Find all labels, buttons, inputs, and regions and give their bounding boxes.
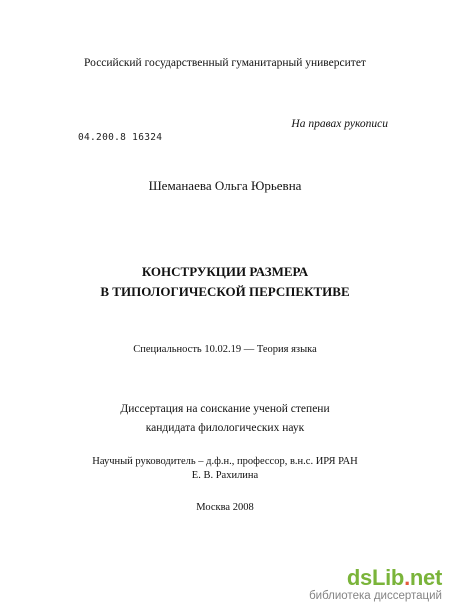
dslib-subtitle: библиотека диссертаций: [309, 590, 442, 602]
manuscript-note: На правах рукописи: [291, 118, 388, 130]
city-year: Москва 2008: [196, 502, 254, 513]
degree-line-1: Диссертация на соискание ученой степени: [120, 403, 330, 415]
library-stamp-number: 04.200.8 16324: [78, 132, 163, 143]
dissertation-title-line-2: В ТИПОЛОГИЧЕСКОЙ ПЕРСПЕКТИВЕ: [100, 284, 350, 299]
dslib-watermark[interactable]: [309, 567, 442, 603]
logo-right-text: net: [409, 565, 442, 590]
supervisor-name: Е. В. Рахилина: [191, 470, 259, 481]
supervisor-line: Научный руководитель – д.ф.н., профессор, в.н.с. ИРЯ РАН: [92, 456, 358, 467]
specialty: Специальность 10.02.19 — Теория языка: [133, 344, 317, 355]
dslib-logo: [309, 567, 442, 589]
logo-left-text: dsLib: [346, 565, 405, 590]
university-name: Российский государственный гуманитарный университет: [84, 57, 366, 69]
logo-dot: .: [404, 565, 410, 590]
degree-line-2: кандидата филологических наук: [145, 422, 305, 434]
author-name: Шеманаева Ольга Юрьевна: [148, 178, 302, 193]
dissertation-title-line-1: КОНСТРУКЦИИ РАЗМЕРА: [141, 264, 309, 279]
